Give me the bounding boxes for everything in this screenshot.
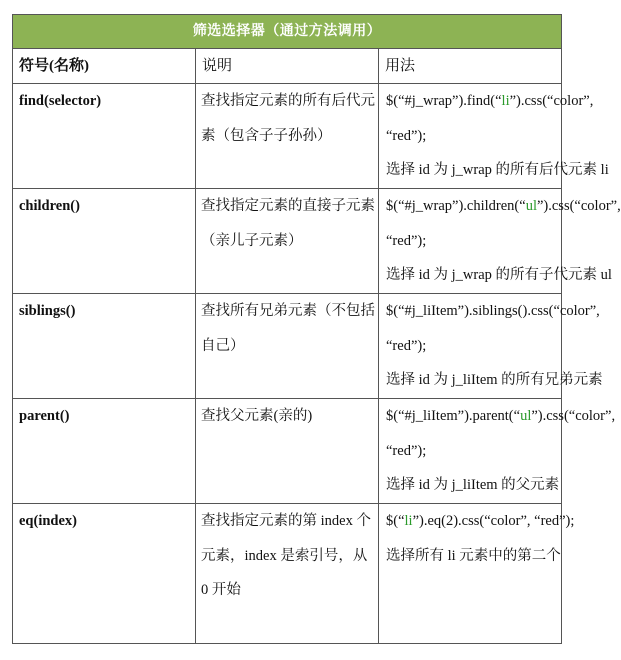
usage-note: 选择 id 为 j_wrap 的所有后代元素 li (386, 162, 609, 178)
row-usage (379, 84, 609, 189)
table-row (13, 84, 562, 189)
usage-note: 选择 id 为 j_liItem 的父元素 (386, 477, 560, 493)
table-row (13, 294, 562, 399)
table-title-row (13, 15, 562, 49)
row-description (196, 399, 379, 504)
usage-code-line (386, 84, 594, 119)
table-title: 筛选选择器（通过方法调用） (13, 15, 562, 49)
row-description (196, 84, 379, 189)
usage-note: 选择 id 为 j_liItem 的所有兄弟元素 (386, 372, 603, 388)
table-header-row (13, 49, 562, 84)
filter-selector-table (12, 14, 621, 644)
code-prefix: $(“#j_liItem”).siblings().css(“color”, (386, 303, 600, 319)
code-suffix: ”).css(“color”, (509, 93, 594, 109)
row-description (196, 504, 379, 644)
row-usage (379, 189, 621, 294)
row-name: parent() (13, 399, 196, 504)
row-usage (379, 399, 616, 504)
usage-code-line (386, 294, 600, 329)
description-text: 查找所有兄弟元素（不包括自己） (201, 303, 375, 354)
row-name: siblings() (13, 294, 196, 399)
description-text: 查找指定元素的第 index 个元素，index 是索引号，从 0 开始 (201, 513, 371, 598)
usage-code-line-2: 选择所有 li 元素中的第二个 (386, 547, 561, 564)
usage-code-line-2: “red”); (386, 337, 427, 354)
code-highlight: ul (525, 198, 537, 214)
code-prefix: $(“#j_wrap”).find(“ (386, 93, 502, 109)
row-name: eq(index) (13, 504, 196, 644)
usage-code-line (386, 399, 616, 434)
code-suffix: ”).css(“color”, (536, 198, 621, 214)
header-description: 说明 (196, 49, 379, 84)
code-highlight: li (404, 513, 413, 529)
row-name: find(selector) (13, 84, 196, 189)
row-usage (379, 504, 575, 644)
description-text: 查找父元素(亲的) (201, 408, 313, 424)
table-row (13, 189, 562, 294)
row-name: children() (13, 189, 196, 294)
code-suffix: ”).css(“color”, (531, 408, 616, 424)
code-prefix: $(“#j_wrap”).children(“ (386, 198, 526, 214)
description-text: 查找指定元素的所有后代元素（包含子子孙孙） (201, 93, 375, 144)
code-highlight: li (501, 93, 510, 109)
usage-code-line-2: “red”); (386, 442, 427, 459)
row-usage (379, 294, 603, 399)
header-usage: 用法 (379, 49, 562, 84)
table-row (13, 399, 562, 504)
code-prefix: $(“#j_liItem”).parent(“ (386, 408, 521, 424)
usage-code-line (386, 189, 621, 224)
description-text: 查找指定元素的直接子元素（亲儿子元素） (201, 198, 375, 249)
code-highlight: ul (520, 408, 532, 424)
code-prefix: $(“ (386, 513, 405, 529)
usage-note: 选择 id 为 j_wrap 的所有子代元素 ul (386, 267, 612, 283)
document (12, 14, 621, 644)
header-symbol: 符号(名称) (13, 49, 196, 84)
row-description (196, 294, 379, 399)
row-description (196, 189, 379, 294)
table-row (13, 504, 562, 644)
usage-code-line (386, 504, 575, 539)
usage-code-line-2: “red”); (386, 127, 427, 144)
code-suffix: ”).eq(2).css(“color”, “red”); (412, 513, 575, 529)
usage-code-line-2: “red”); (386, 232, 427, 249)
